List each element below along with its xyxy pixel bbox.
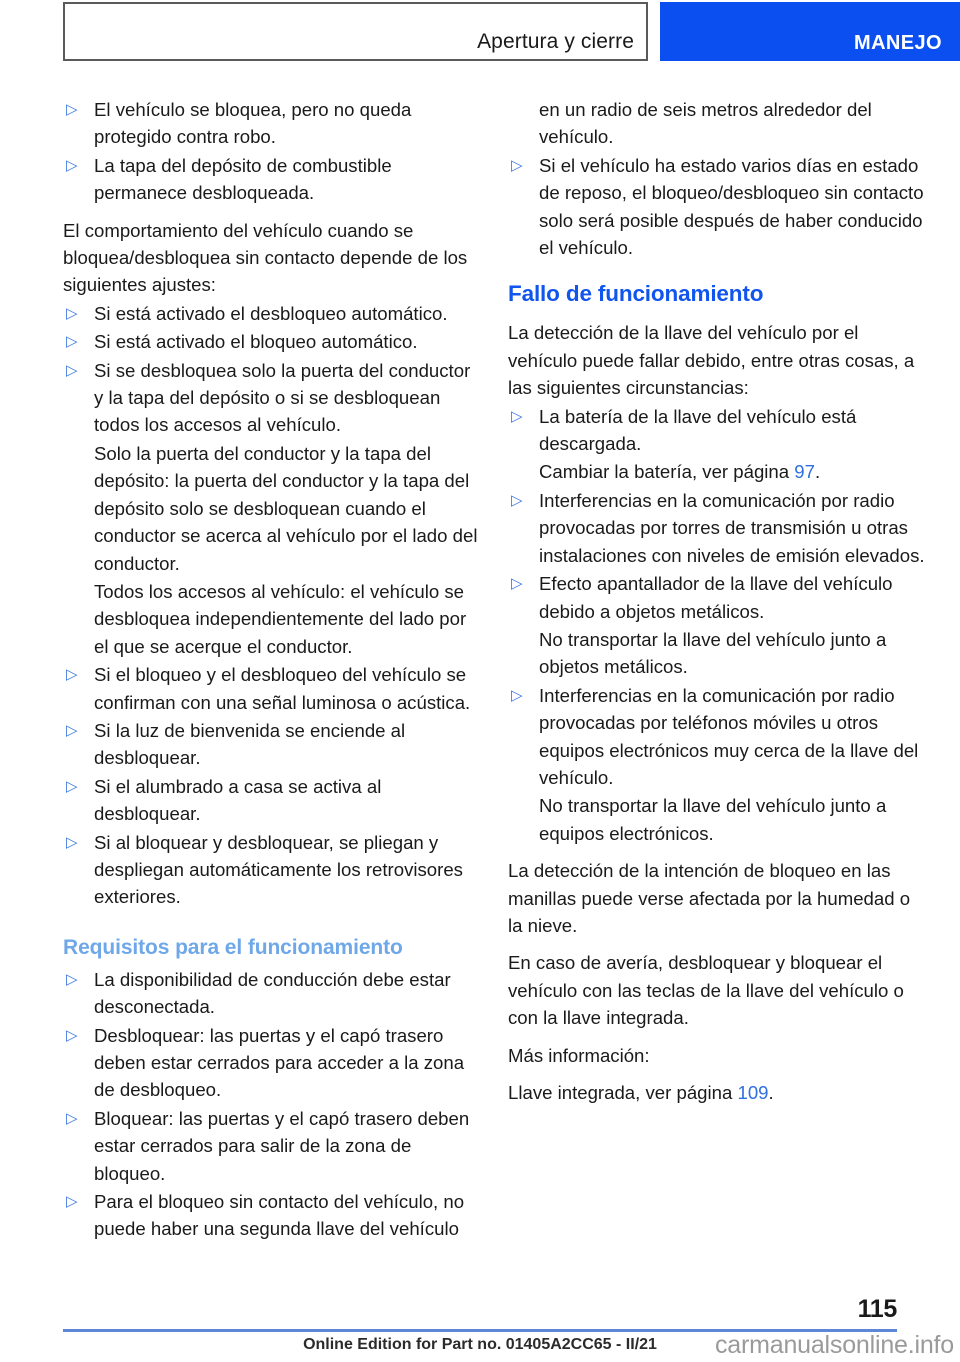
bullet-triangle-icon: ▷ <box>66 304 78 322</box>
reference-text-before: Cambiar la batería, ver página <box>539 461 795 483</box>
bullet-item <box>63 966 481 1021</box>
bullet-text: Si la luz de bienvenida se enciende al desbloquear. <box>94 719 406 769</box>
bullet-triangle-icon: ▷ <box>66 333 78 351</box>
paragraph: La detección de la intención de bloqueo en las manillas puede verse afectada por la humedad o la nieve. <box>508 860 911 936</box>
chapter-title-box <box>63 2 648 61</box>
reference-text-before: Llave integrada, ver página <box>508 1082 738 1103</box>
bullet-item <box>63 1105 481 1187</box>
page-number: 115 <box>857 1295 897 1323</box>
bullet-triangle-icon: ▷ <box>511 156 523 174</box>
bullet-text: Interferencias en la comunicación por radio provocadas por teléfonos móviles u otros equipos electrónicos muy cerca de la llave del vehículo. <box>539 684 919 788</box>
bullet-triangle-icon: ▷ <box>66 721 78 739</box>
reference-text-after: . <box>814 461 821 483</box>
bullet-text: Desbloquear: las puertas y el capó trasero deben estar cerrados para acceder a la zona de desbloqueo. <box>94 1024 465 1101</box>
bullet-item <box>63 152 481 207</box>
left-column <box>63 96 481 1244</box>
section-tab <box>660 2 960 61</box>
section-heading: Fallo de funcionamiento <box>508 281 764 307</box>
bullet-text: Efecto apantallador de la llave del vehículo debido a objetos metálicos. <box>539 573 893 622</box>
bullet-triangle-icon: ▷ <box>66 833 78 851</box>
bullet-item <box>508 682 926 792</box>
page-reference-link[interactable]: 97 <box>794 461 815 483</box>
bullet-item <box>63 328 481 355</box>
bullet-item <box>508 570 926 625</box>
bullet-triangle-icon: ▷ <box>66 1026 78 1044</box>
bullet-item <box>508 403 926 458</box>
chapter-title: Apertura y cierre <box>477 30 634 53</box>
bullet-item <box>63 1188 481 1243</box>
sub-paragraph: en un radio de seis metros alrededor del vehículo. <box>539 99 872 148</box>
bullet-triangle-icon: ▷ <box>66 1193 78 1211</box>
bullet-text: Si el bloqueo y el desbloqueo del vehículo se confirman con una señal luminosa o acústica. <box>94 664 471 713</box>
bullet-item <box>508 152 926 262</box>
bullet-triangle-icon: ▷ <box>66 1109 78 1127</box>
cross-reference-line <box>508 458 926 485</box>
bullet-text: Si está activado el desbloqueo automático. <box>94 302 448 324</box>
bullet-text: Si está activado el bloqueo automático. <box>94 331 418 353</box>
bullet-text: Si el vehículo ha estado varios días en estado de reposo, el bloqueo/desbloqueo sin contacto solo será posible después de haber conducido el vehículo. <box>539 154 924 259</box>
paragraph: El comportamiento del vehículo cuando se bloquea/desbloquea sin contacto depende de los siguientes ajustes: <box>63 219 468 296</box>
bullet-text: Bloquear: las puertas y el capó trasero deben estar cerrados para salir de la zona de bloqueo. <box>94 1107 470 1184</box>
sub-paragraph: Solo la puerta del conductor y la tapa del depósito: la puerta del conductor y la tapa del depósito solo se desbloquean cuando el conductor se acerca al vehículo por el lado del conductor. <box>94 442 478 574</box>
bullet-text: La batería de la llave del vehículo está descargada. <box>539 405 857 455</box>
bullet-triangle-icon: ▷ <box>66 361 78 379</box>
bullet-text: El vehículo se bloquea, pero no queda protegido contra robo. <box>94 99 412 148</box>
bullet-text: Si al bloquear y desbloquear, se pliegan y despliegan automáticamente los retrovisores exteriores. <box>94 831 463 908</box>
section-tab-label: MANEJO <box>854 32 942 54</box>
bullet-item <box>63 661 481 716</box>
bullet-text: La disponibilidad de conducción debe estar desconectada. <box>94 968 451 1018</box>
reference-text-after: . <box>768 1082 774 1103</box>
bullet-text: Si se desbloquea solo la puerta del conductor y la tapa del depósito o si se desbloquean todos los accesos al vehículo. <box>94 359 471 436</box>
bullet-text: La tapa del depósito de combustible permanece desbloqueada. <box>94 154 392 204</box>
right-column <box>508 96 926 1107</box>
bullet-triangle-icon: ▷ <box>511 407 523 425</box>
bullet-triangle-icon: ▷ <box>511 575 523 593</box>
bullet-triangle-icon: ▷ <box>66 156 78 174</box>
bullet-item <box>63 717 481 772</box>
bullet-text: Interferencias en la comunicación por radio provocadas por torres de transmisión u otras instalaciones con niveles de emisión elevados. <box>539 489 925 566</box>
bullet-item <box>63 96 481 151</box>
bullet-item <box>63 773 481 828</box>
bullet-item <box>63 300 481 327</box>
watermark: carmanualsonline.info <box>714 1331 954 1359</box>
bullet-triangle-icon: ▷ <box>511 686 523 704</box>
bullet-triangle-icon: ▷ <box>66 970 78 988</box>
cross-reference-line <box>508 1079 926 1106</box>
sub-paragraph: No transportar la llave del vehículo junto a equipos electrónicos. <box>539 795 887 844</box>
subsection-heading: Requisitos para el funcionamiento <box>63 935 403 959</box>
page-reference-link[interactable]: 109 <box>737 1082 769 1103</box>
bullet-item <box>63 829 481 911</box>
bullet-item <box>508 487 926 569</box>
sub-paragraph: No transportar la llave del vehículo junto a objetos metálicos. <box>539 628 887 678</box>
bullet-triangle-icon: ▷ <box>66 777 78 795</box>
bullet-triangle-icon: ▷ <box>66 101 78 118</box>
bullet-item <box>63 357 481 439</box>
bullet-text: Si el alumbrado a casa se activa al desbloquear. <box>94 775 382 825</box>
edition-line: Online Edition for Part no. 01405A2CC65 - II/21 <box>303 1336 657 1353</box>
bullet-item <box>63 1022 481 1104</box>
paragraph: Más información: <box>508 1044 650 1066</box>
bullet-text: Para el bloqueo sin contacto del vehículo, no puede haber una segunda llave del vehículo <box>94 1191 465 1240</box>
sub-paragraph: Todos los accesos al vehículo: el vehículo se desbloquea independientemente del lado por el que se acerque el conductor. <box>94 580 467 657</box>
paragraph: En caso de avería, desbloquear y bloquear el vehículo con las teclas de la llave del vehículo o con la llave integrada. <box>508 952 904 1029</box>
page-header <box>0 0 960 64</box>
paragraph: La detección de la llave del vehículo por el vehículo puede fallar debido, entre otras cosas, a las siguientes circunstancias: <box>508 322 915 399</box>
bullet-triangle-icon: ▷ <box>511 491 523 509</box>
bullet-triangle-icon: ▷ <box>66 666 78 684</box>
